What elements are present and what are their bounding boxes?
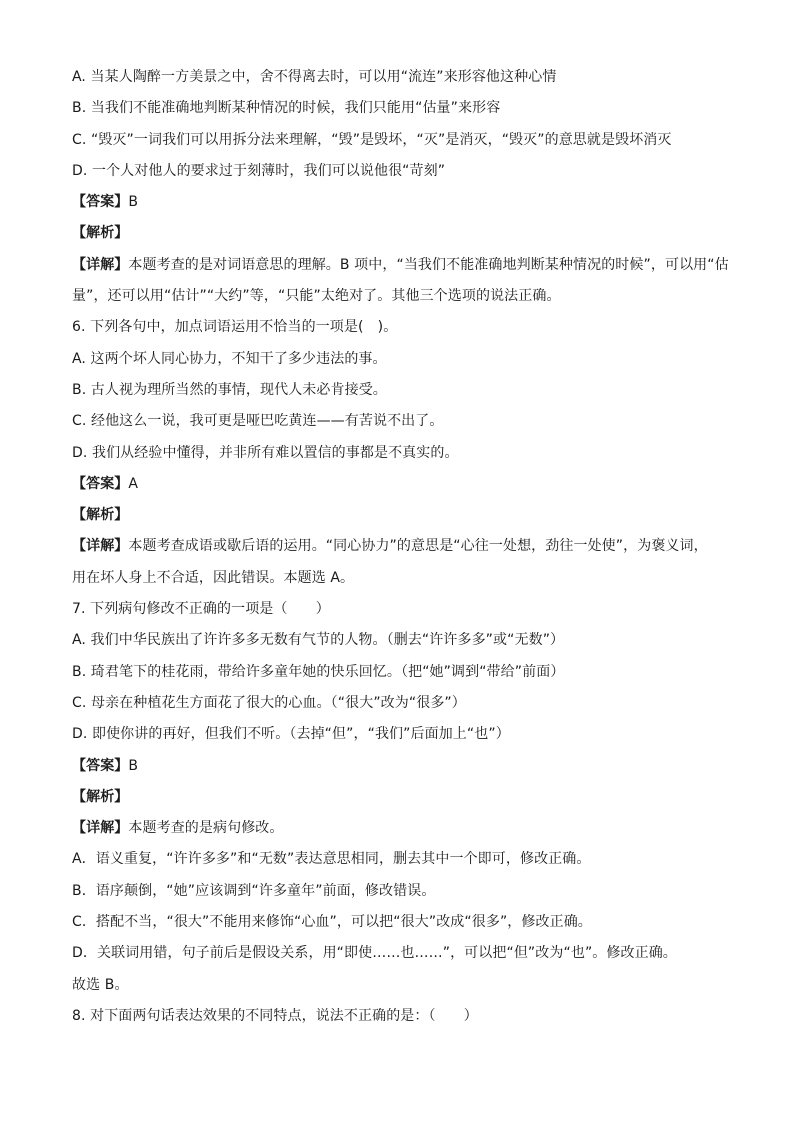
answer-label: 【答案】 — [72, 194, 129, 211]
answer-value: B — [128, 757, 139, 774]
analysis-label: 【解析】 — [72, 788, 129, 805]
q7-stem: 7. 下列病句修改不正确的一项是（ ） — [72, 601, 330, 618]
q7-explain-d: D．关联词用错，句子前后是假设关系，用“即使……也……”，可以把“但”改为“也”。修改正确。 — [72, 945, 677, 962]
analysis-label: 【解析】 — [72, 225, 129, 242]
q6-detail-line-2: 用在坏人身上不合适，因此错误。本题选 A。 — [72, 569, 355, 586]
q6-answer — [72, 469, 732, 500]
q5-answer — [72, 187, 732, 218]
document-page — [72, 62, 732, 1032]
detail-label: 【详解】 — [72, 820, 129, 837]
q5-option-a: A. 当某人陶醉一方美景之中，舍不得离去时，可以用“流连”来形容他这种心情 — [72, 69, 557, 85]
detail-text: 本题考查的是病句修改。 — [128, 820, 284, 837]
q8-stem: 8. 对下面两句话表达效果的不同特点，说法不正确的是：（ ） — [72, 1007, 478, 1024]
q5-option-d: D. 一个人对他人的要求过于刻薄时，我们可以说他很“苛刻” — [72, 162, 446, 179]
q7-option-b: B. 琦君笔下的桂花雨，带给许多童年她的快乐回忆。（把“她”调到“带给”前面） — [72, 663, 565, 680]
q6-option-a: A. 这两个坏人同心协力，不知干了多少违法的事。 — [72, 350, 387, 367]
q7-explain-b: B．语序颠倒，“她”应该调到“许多童年”前面，修改错误。 — [72, 882, 436, 899]
q6-stem: 6. 下列各句中，加点词语运用不恰当的一项是( )。 — [72, 319, 398, 336]
q7-analysis — [72, 782, 732, 813]
answer-label: 【答案】 — [72, 757, 129, 774]
detail-label: 【详解】 — [72, 256, 129, 273]
answer-value: A — [128, 475, 139, 492]
q6-option-c: C. 经他这么一说，我可更是哑巴吃黄连——有苦说不出了。 — [72, 413, 444, 430]
q6-option-b: B. 古人视为理所当然的事情，现代人未必肯接受。 — [72, 381, 387, 398]
q5-option-b: B. 当我们不能准确地判断某种情况的时候，我们只能用“估量”来形容 — [72, 100, 501, 117]
detail-text: 本题考查成语或歇后语的运用。“同心协力”的意思是“心往一处想，劲往一处使”，为褒义词， — [128, 538, 708, 555]
q6-analysis — [72, 500, 732, 531]
q5-analysis — [72, 218, 732, 249]
detail-label: 【详解】 — [72, 538, 129, 555]
q7-explain-c: C．搭配不当，“很大”不能用来修饰“心血”，可以把“很大”改成“很多”，修改正确。 — [72, 914, 592, 931]
q6-detail-line-1 — [72, 531, 732, 562]
q7-option-a: A. 我们中华民族出了许许多多无数有气节的人物。（删去“许许多多”或“无数”） — [72, 632, 565, 649]
q7-option-c: C. 母亲在种植花生方面花了很大的心血。（“很大”改为“很多”） — [72, 694, 466, 711]
q5-detail-line-2: 量”，还可以用“估计”“大约”等，“只能”太绝对了。其他三个选项的说法正确。 — [72, 288, 561, 305]
q6-option-d: D. 我们从经验中懂得，并非所有难以置信的事都是不真实的。 — [72, 444, 459, 461]
q5-detail-line-1 — [72, 250, 732, 281]
answer-value: B — [128, 194, 139, 211]
detail-text: 本题考查的是对词语意思的理解。B 项中，“当我们不能准确地判断某种情况的时候”，可以用“估 — [128, 256, 729, 273]
q7-explain-a: A．语义重复，“许许多多”和“无数”表达意思相同，删去其中一个即可，修改正确。 — [72, 851, 591, 868]
q7-detail-line-1 — [72, 813, 732, 844]
analysis-label: 【解析】 — [72, 507, 129, 524]
answer-label: 【答案】 — [72, 475, 129, 492]
q7-answer — [72, 751, 732, 782]
q5-option-c: C. “毁灭”一词我们可以用拆分法来理解，“毁”是毁坏，“灭”是消灭，“毁灭”的意思就是毁坏消灭 — [72, 131, 672, 148]
q7-conclusion: 故选 B。 — [72, 976, 129, 993]
q7-option-d: D. 即使你讲的再好，但我们不听。（去掉“但”，“我们”后面加上“也”） — [72, 726, 510, 743]
